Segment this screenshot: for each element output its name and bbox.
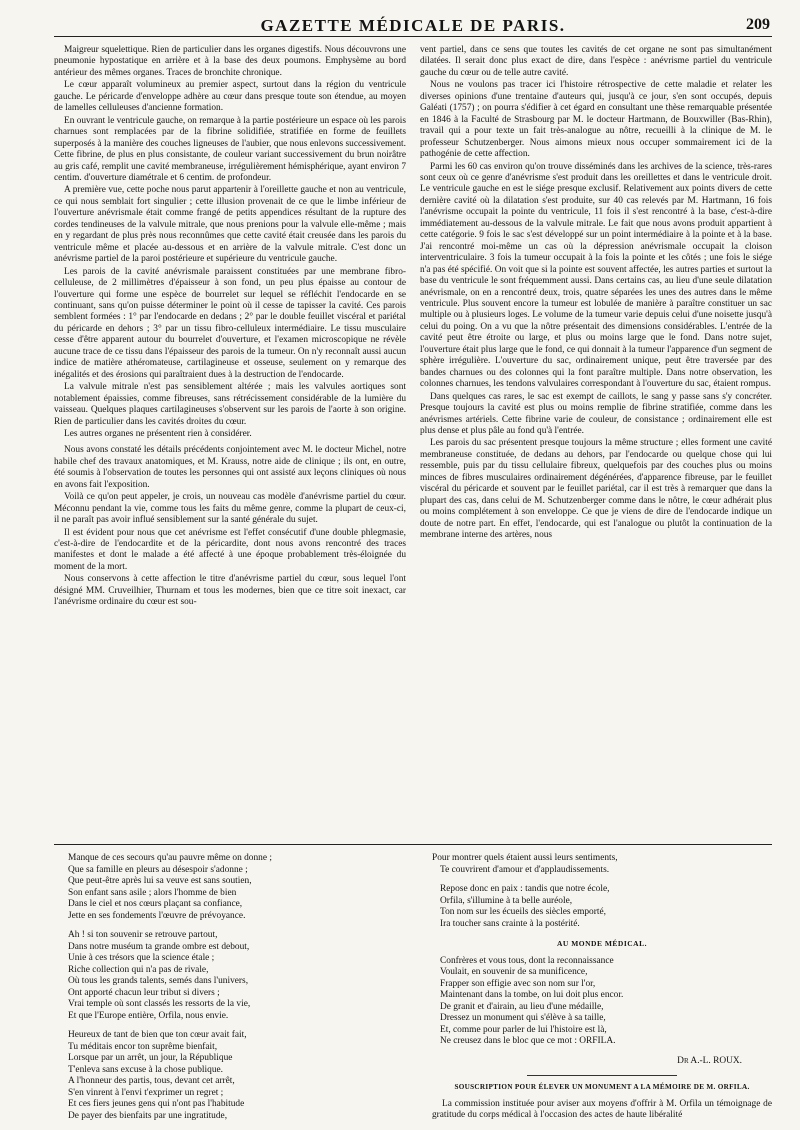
poem-line: Et ces fiers jeunes gens qui n'ont pas l'habitude <box>68 1099 245 1109</box>
poem-subtitle: AU MONDE MÉDICAL. <box>557 939 647 948</box>
poem-stanza <box>432 956 772 1048</box>
poem-left-column <box>54 853 404 1130</box>
paragraph: Les parois de la cavité anévrismale paraissent constituées par une membrane fibro-celluleuse, de 2 millimètres d'épaisseur à son fond, un peu plus épaisse au contour de l'ouverture qui forme une espèce de bourrelet sur lequel se réfléchit l'endocarde en se continuant, sans qu'on puisse déterminer le point où il cesse de tapisser la cavité. Ces parois semblent formées : 1° par l'endocarde en dedans ; 2° par le double feuillet viscéral et pariétal du péricarde en dehors ; 3° par un tissu fibro-celluleux intermédiaire. Le tissu musculaire cesse d'être apparent autour du bourrelet d'ouverture, et l'examen microscopique ne révèle aucune trace de ce tissu dans l'épaisseur des parois de la tumeur. On n'y reconnaît aussi aucun indice de matière athéromateuse, cartilagineuse et osseuse, seulement on y remarque des inégalités et des érosions qui paraîtraient dues à la destruction de l'endocarde. <box>54 266 406 380</box>
poem-line: S'en vinrent à l'envi t'exprimer un regret ; <box>68 1087 224 1098</box>
author-signature: Dr A.-L. ROUX. <box>677 1055 742 1066</box>
poem-line: Ah ! si ton souvenir se retrouve partout, <box>68 930 218 940</box>
article-right-column <box>420 45 772 840</box>
poem-line: Manque de ces secours qu'au pauvre même on donne ; <box>68 853 272 863</box>
poem-line: Et que l'Europe entière, Orfila, nous envie. <box>68 1010 229 1021</box>
paragraph: Dans quelques cas rares, le sac est exempt de caillots, le sang y passe sans s'y concréter. Presque toujours la cavité est plus ou moins remplie de fibrine stratifiée, comme dans les anévrismes artériels. Cette fibrine varie de couleur, de consistance ; ordinairement elle est plus dense et plus pâle au fond qu'à l'entrée. <box>420 391 772 436</box>
poem-stanza <box>432 884 772 930</box>
poem-line: Son enfant sans asile ; alors l'homme de bien <box>68 887 237 898</box>
poem-line: Vrai temple où sont classés les ressorts de la vie, <box>68 999 251 1009</box>
poem-line: Et, comme pour parler de lui l'histoire est là, <box>440 1024 607 1035</box>
poem-line: Frapper son effigie avec son nom sur l'or, <box>440 978 596 989</box>
paragraph: A première vue, cette poche nous parut appartenir à l'oreillette gauche et non au ventricule, ce qui nous semblait fort singulier ; cette illusion provenait de ce que le limbe inférieur de l'ouverture anévrismale était comme frangé de petits appendices résultant de la rupture des cordes tendineuses de la valvule mitrale, que nous prenions pour la valvule elle-même ; mais en y regardant de plus près nous reconnûmes que cette cavité était creusée dans les parois du ventricule même et placée au-dessous et en arrière de la valvule mitrale. C'est donc un anévrisme partiel de la paroi postérieure et supérieure du ventricule gauche. <box>54 185 406 265</box>
poem-stanza <box>68 853 404 922</box>
poem-line: Ne creusez dans le bloc que ce mot : ORFILA. <box>440 1036 616 1046</box>
poem-section <box>54 853 772 1130</box>
journal-title: GAZETTE MÉDICALE DE PARIS. <box>260 16 566 35</box>
poem-line: Maintenant dans la tombe, on lui doit plus encor. <box>440 990 624 1000</box>
paragraph: Nous conservons à cette affection le titre d'anévrisme partiel du cœur, sous lequel l'ont désigné MM. Cruveilhier, Thurnam et tous les modernes, bien que ce titre soit inexact, car l'anévrisme ordinaire du cœur est sou- <box>54 574 406 608</box>
poem-line: Lorsque par un arrêt, un jour, la République <box>68 1053 233 1063</box>
paragraph: En ouvrant le ventricule gauche, on remarque à la partie postérieure un espace où les parois charnues sont remplacées par de la fibrine solidifiée, stratifiée en forme de feuillets superposés à la manière des couches ligneuses de l'aubier, que nous enlevons successivement. Cette fibrine, de plus en plus consistante, de couleur variant successivement du brun noirâtre au gris café, remplit une cavité membraneuse, irrégulièrement hémisphérique, ayant environ 7 centim. d'ouverture diamétrale et 6 centim. de profondeur. <box>54 115 406 183</box>
poem-line: Confrères et vous tous, dont la reconnaissance <box>440 955 614 966</box>
poem-stanza <box>432 853 772 876</box>
poem-line: Ira toucher sans crainte à la postérité. <box>440 918 580 929</box>
paragraph: Les autres organes ne présentent rien à considérer. <box>64 428 252 439</box>
article-left-column <box>54 45 406 840</box>
short-divider <box>527 1075 677 1076</box>
paragraph: Voilà ce qu'on peut appeler, je crois, un nouveau cas modèle d'anévrisme partiel du cœur. Méconnu pendant la vie, comme tous les faits du même genre, comme la plupart de ceux-ci, il ne paraît pas avoir influé sensiblement sur la santé générale du sujet. <box>54 492 406 526</box>
poem-line: Te couvrirent d'amour et d'applaudissements. <box>440 864 610 875</box>
poem-right-column <box>412 853 772 1130</box>
poem-line: Tu méditais encor ton suprême bienfait, <box>68 1041 218 1052</box>
paragraph: Il est évident pour nous que cet anévrisme est l'effet consécutif d'une double phlegmasie, c'est-à-dire de l'endocardite et de la péricardite, dont nous avons rencontré des traces manifestes et dont le malade a été affecté à une époque probablement très-éloignée du moment de la mort. <box>54 527 406 572</box>
poem-line: De granit et d'airain, au lieu d'une médaille, <box>440 1001 604 1012</box>
poem-line: Riche collection qui n'a pas de rivale, <box>68 964 209 975</box>
article-columns <box>54 45 772 840</box>
page-header <box>54 10 772 37</box>
poem-line: De payer des bienfaits par une ingratitude, <box>68 1110 228 1121</box>
poem-line: Dans le ciel et nos cœurs plaçant sa confiance, <box>68 899 243 909</box>
poem-line: Orfila, s'illumine à ta belle auréole, <box>440 895 573 906</box>
poem-line: Dressez un monument qui s'élève à sa taille, <box>440 1013 606 1023</box>
poem-line: Voulait, en souvenir de sa munificence, <box>440 967 588 977</box>
paragraph: Maigreur squelettique. Rien de particulier dans les organes digestifs. Nous découvrons une pneumonie hypostatique en arrière et à la base des deux poumons. Emphysème au bord antérieur des mêmes organes. Traces de bronchite chronique. <box>54 45 406 78</box>
subscription-heading: SOUSCRIPTION POUR ÉLEVER UN MONUMENT A LA MÉMOIRE DE M. ORFILA. <box>454 1083 750 1091</box>
poem-line: Que peut-être après lui sa veuve est sans soutien, <box>68 876 252 886</box>
poem-line: T'enleva sans excuse à la chose publique. <box>68 1064 224 1075</box>
section-divider <box>54 844 772 845</box>
poem-line: Où tous les grands talents, semés dans l'univers, <box>68 976 249 986</box>
paragraph: Nous ne voulons pas tracer ici l'histoire rétrospective de cette maladie et relater les diverses opinions d'une trentaine d'auteurs qui, jusqu'à ce jour, s'en sont occupés, depuis Galéati (1757) ; on pourra s'édifier à cet égard en consultant une thèse remarquable présentée en 1846 à la Faculté de Strasbourg par M. le docteur Hartmann, de Bouxwiller (Bas-Rhin), travail qui a pour texte un fait très-analogue au nôtre, recueilli à la clinique de M. le professeur Schutzenberger. Nous aimons mieux nous occuper sommairement ici de la pathogénie de cette affection. <box>420 80 772 160</box>
paragraph: vent partiel, dans ce sens que toutes les cavités de cet organe ne sont pas simultanément dilatées. Il serait donc plus exact de dire, dans l'espèce : anévrisme partiel du ventricule gauche du cœur ou de telle autre cavité. <box>420 45 772 78</box>
poem-line: Ton nom sur les écueils des siècles emporté, <box>440 907 606 917</box>
poem-line: Ont apporté chacun leur tribut si divers ; <box>68 987 220 998</box>
poem-line: Pour montrer quels étaient aussi leurs sentiments, <box>432 853 618 863</box>
page-number: 209 <box>746 16 770 33</box>
poem-line: Unie à ces trésors que la science étale ; <box>68 953 215 963</box>
paragraph: La valvule mitrale n'est pas sensiblement altérée ; mais les valvules aortiques sont notablement épaissies, comme fibreuses, sans rétrécissement considérable de la lumière du vaisseau. Quelques plaques cartilagineuses s'observent sur les parois de l'aorte à son origine. Rien de particulier dans les cavités droites du cœur. <box>54 382 406 427</box>
subscription-text: La commission instituée pour aviser aux moyens d'offrir à M. Orfila un témoignage de gratitude du corps médical à l'occasion des actes de haute libéralité <box>432 1098 772 1120</box>
poem-line: Repose donc en paix : tandis que notre école, <box>440 884 610 894</box>
paragraph: Les parois du sac présentent presque toujours la même structure ; elles forment une cavité membraneuse constituée, de dedans au dehors, par l'endocarde ou quelque chose qui lui ressemble, puis par du tissu cellulaire fibreux, quelquefois par des couches plus ou moins minces de fibres musculaires ordinairement dégénérées, d'apparence fibreuse, par le feuillet viscéral du péricarde et souvent par le feuillet pariétal, car il est très à remarquer que dans la plupart des cas, dans celui de M. Schutzenberger comme dans le nôtre, le cœur adhérait plus ou moins complétement à son enveloppe. Ce que je viens de dire de l'endocarde indique un doute de notre part. En effet, l'endocarde, qui est l'analogue ou plutôt la continuation de la membrane interne des artères, nous <box>420 438 772 541</box>
poem-stanza <box>68 930 404 1022</box>
poem-line: A l'honneur des partis, tous, devant cet arrêt, <box>68 1076 235 1086</box>
paragraph: Parmi les 60 cas environ qu'on trouve disséminés dans les archives de la science, très-rares sont ceux où ce genre d'anévrisme s'est produit dans les oreillettes et dans le ventricule droit. Le ventricule gauche en est le siége presque exclusif. Relativement aux points divers de cette dernière cavité où la dilatation s'est produite, sur 40 cas relevés par M. Hartmann, 16 fois l'anévrisme occupait la pointe du ventricule, 11 fois il s'est rencontré à la base, c'est-à-dire immédiatement au-dessous de la valvule mitrale. Le fait que nous avons produit appartient à cette catégorie. 9 fois le sac s'est développé sur un point intermédiaire à la pointe et à la base. J'ai rencontré moi-même un cas où la dépression anévrismale occupait la cloison interventriculaire. 3 fois la tumeur occupait à la fois la pointe et les côtés ; une fois le siége n'a pas été spécifié. On voit que si la pointe est souvent affectée, les autres parties et surtout la base du ventricule le sont fréquemment aussi. Dans certains cas, au lieu d'une seule dilatation anévrismale, on en a rencontré deux, trois, quatre séparées les unes des autres dans le même ventricule. Plus souvent encore la tumeur est lobulée de manière à paraître constituer un sac multiple ou à plusieurs loges. Le volume de la tumeur varie depuis celui d'une noisette jusqu'à celui du poing. On a vu que la nôtre présentait des dimensions considérables. L'entrée de la cavité peut être étroite ou large, et plus ou moins large que le fond. Dans notre sujet, l'ouverture était plus large que le fond, ce qui donnait à la tumeur l'apparence d'un segment de sphère irrégulière. L'ouverture du sac, ordinairement unique, peut être traversée par des bandes charnues ou des colonnes qui la font paraître multiple. Dans notre observation, les colonnes charnues, les tendons valvulaires correspondant à l'ouverture du sac, étaient rompus. <box>420 161 772 390</box>
poem-line: Dans notre muséum ta grande ombre est debout, <box>68 941 250 952</box>
poem-line: Jette en ses fondements l'œuvre de prévoyance. <box>68 910 246 921</box>
poem-line: Que sa famille en pleurs au désespoir s'adonne ; <box>68 864 248 875</box>
poem-stanza <box>68 1030 404 1122</box>
paragraph: Nous avons constaté les détails précédents conjointement avec M. le docteur Michel, notre habile chef des travaux anatomiques, et M. Krauss, notre aide de clinique ; ils ont, en outre, été soumis à l'observation de toutes les personnes qui ont assisté aux leçons cliniques où nous en avons fait l'exposition. <box>54 445 406 490</box>
poem-line: Heureux de tant de bien que ton cœur avait fait, <box>68 1030 247 1040</box>
paragraph: Le cœur apparaît volumineux au premier aspect, surtout dans la région du ventricule gauche. Le péricarde d'enveloppe adhère au cœur dans presque toute son étendue, au moyen de lamelles celluleuses d'ancienne formation. <box>54 80 406 114</box>
